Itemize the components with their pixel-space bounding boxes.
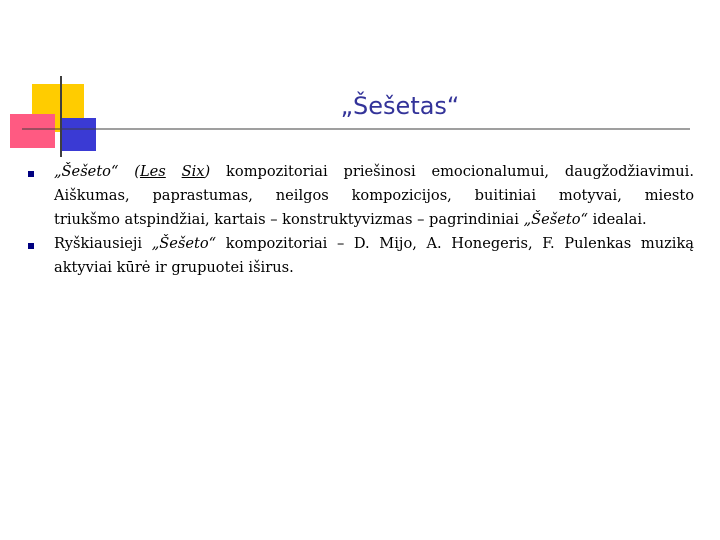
yellow-square [32, 84, 84, 132]
text-run: „Šešeto“ [151, 235, 217, 252]
text-run: „Šešeto“ [54, 163, 135, 180]
text-run: idealai. [588, 211, 647, 228]
text-run: triukšmo atspindžiai, kartais – konstruktyvizmas – pagrindiniai [54, 211, 524, 228]
text-run: ) [204, 163, 211, 180]
pink-square [10, 114, 55, 148]
corner-decoration [0, 0, 720, 160]
slide-title: „Šešetas“ [340, 92, 460, 120]
text-run: Les [139, 163, 166, 180]
text-run: „Šešeto“ [523, 211, 588, 228]
text-line [54, 184, 694, 208]
text-run: aktyviai kūrė ir grupuotei iširus. [54, 259, 294, 276]
bullet-marker-icon [28, 243, 34, 249]
bullet-marker-icon [28, 171, 34, 177]
bullet-list [28, 160, 694, 280]
blue-square [62, 118, 96, 151]
text-run: kompozitoriai – D. Mijo, A. Honegeris, F. Pulenkas muziką [216, 235, 695, 252]
text-line [54, 232, 694, 256]
text-run: Aiškumas, paprastumas, neilgos kompozicijos, buitiniai motyvai, miesto [54, 187, 694, 204]
text-line [54, 256, 694, 280]
text-run: ( [134, 163, 140, 180]
text-line [54, 160, 694, 184]
bullet-item [28, 160, 694, 232]
text-run: Ryškiausieji [54, 235, 152, 252]
text-run: Six [181, 163, 205, 180]
text-run [166, 163, 182, 180]
text-run: kompozitoriai priešinosi emocionalumui, daugžodžiavimui. [210, 163, 694, 180]
text-line [54, 208, 694, 232]
bullet-item [28, 232, 694, 280]
